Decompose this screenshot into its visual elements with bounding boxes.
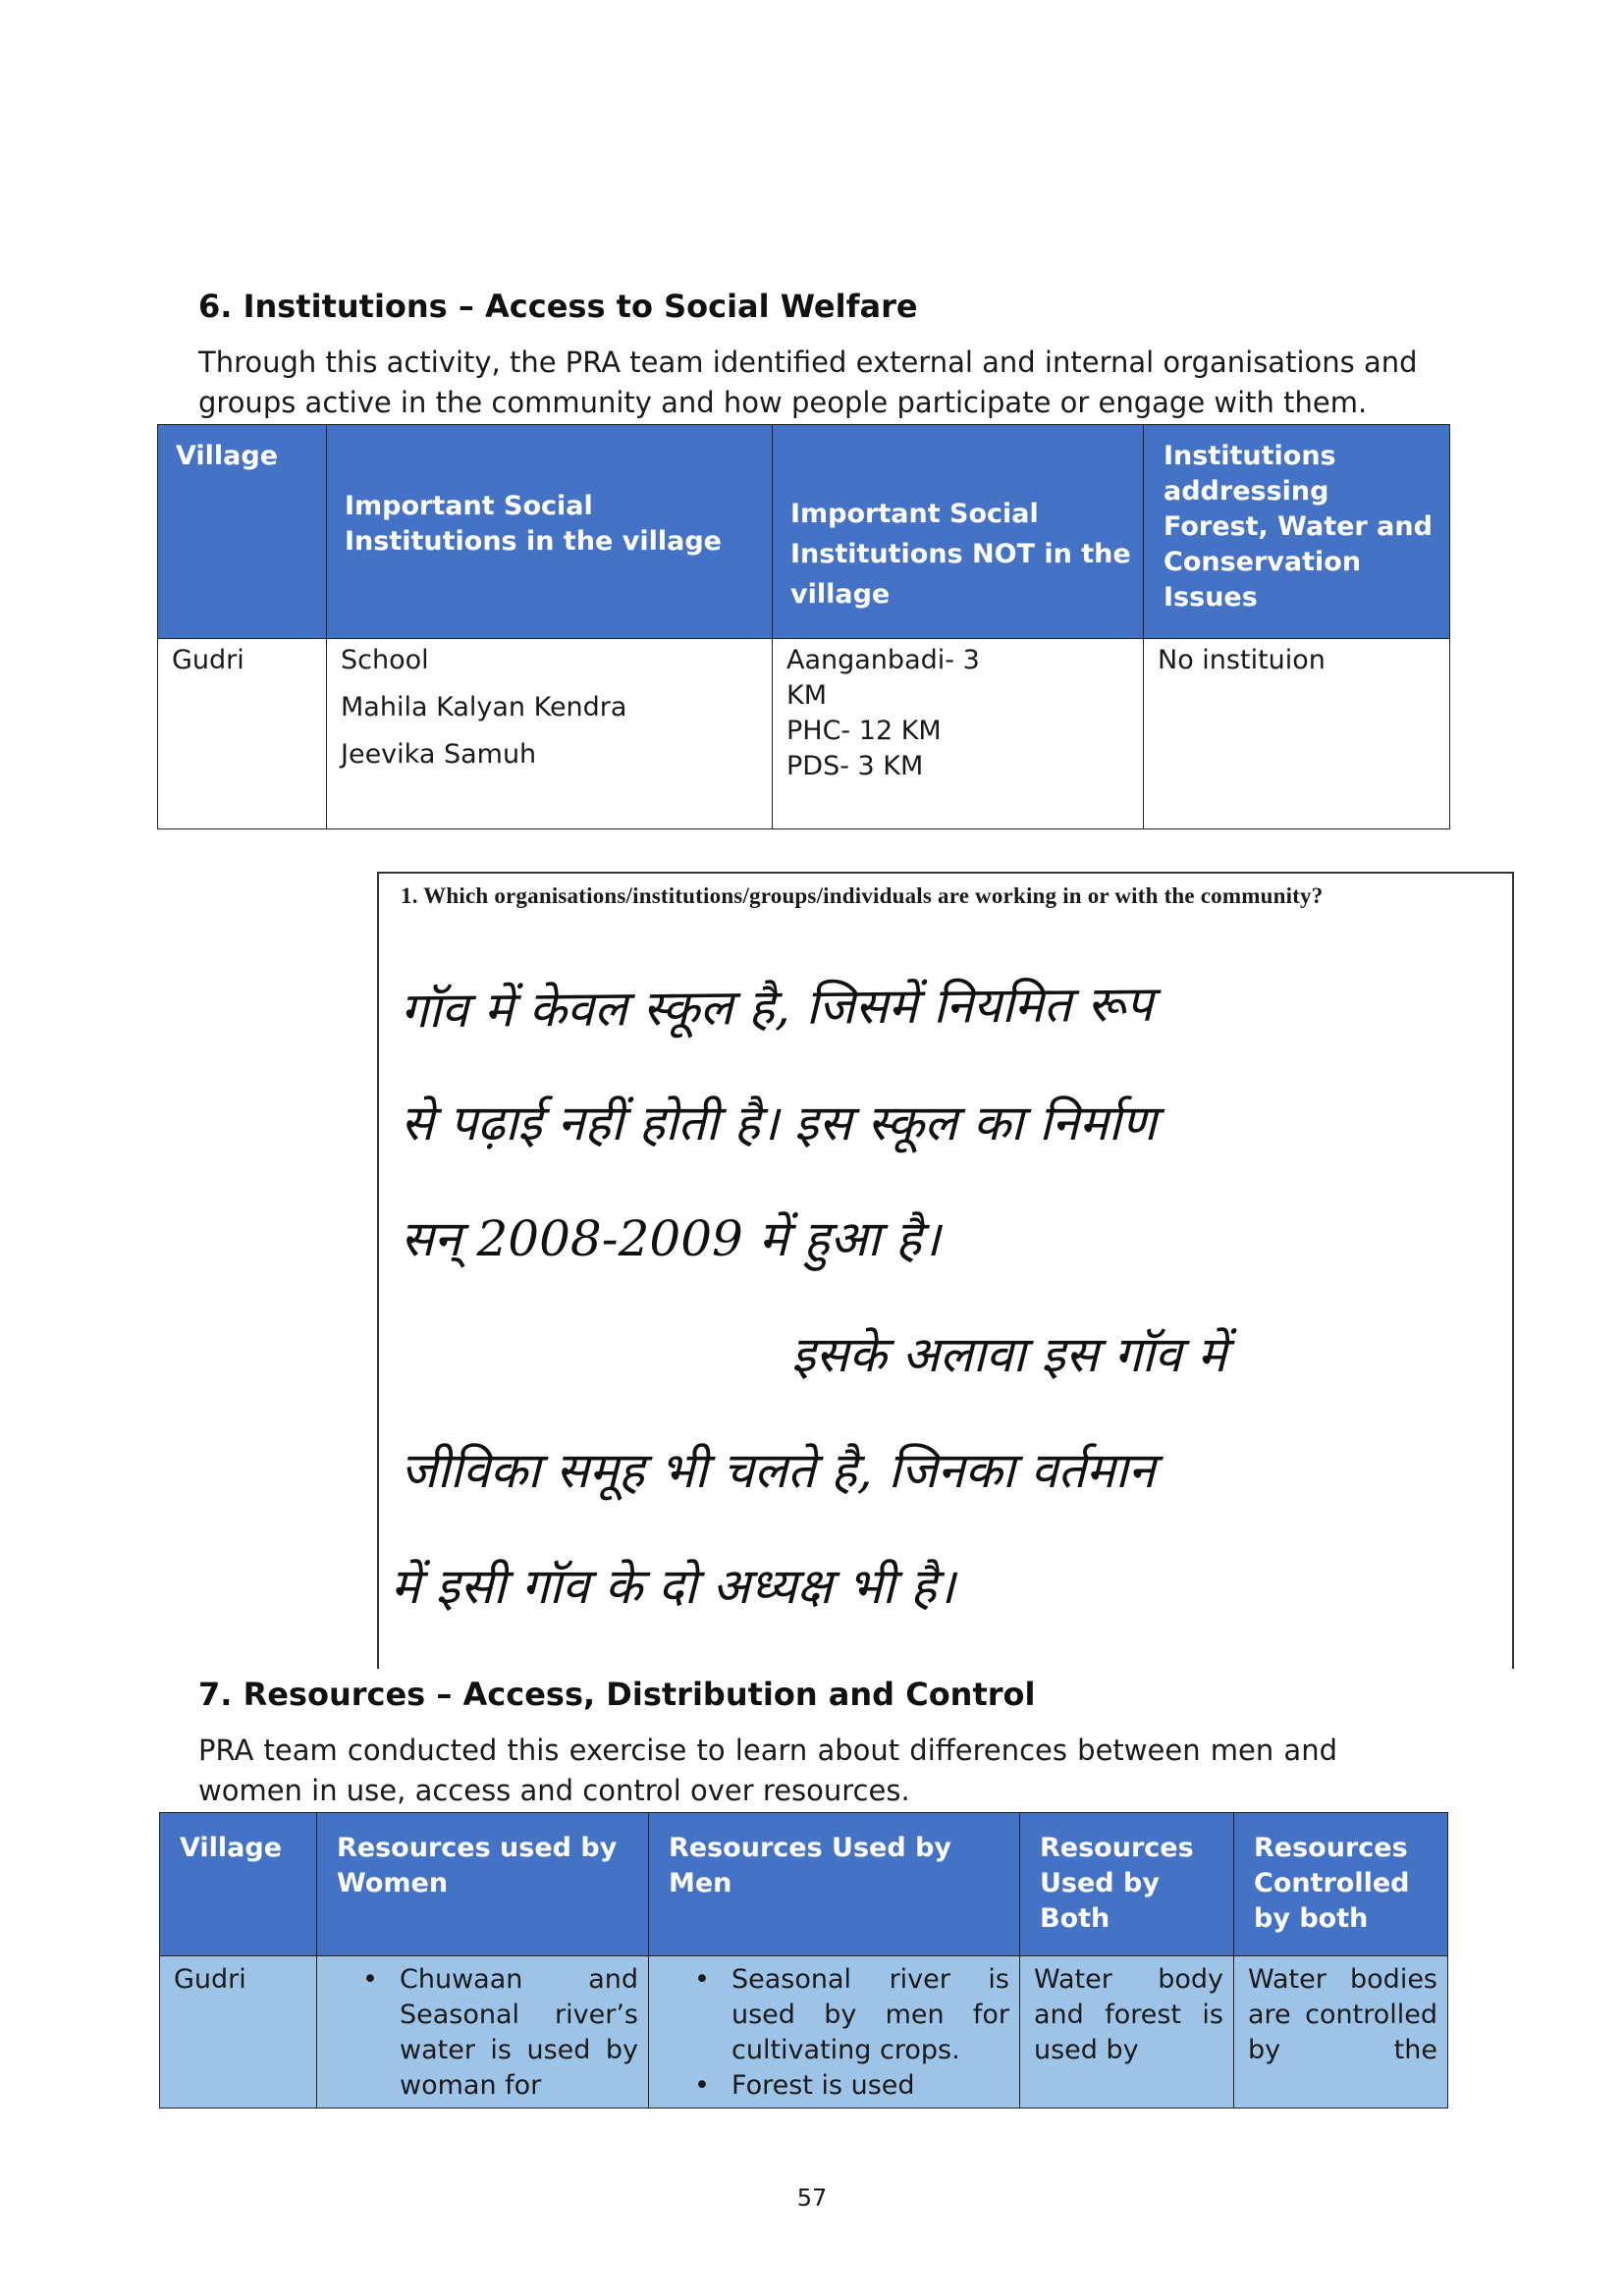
bullet-icon: •	[362, 1964, 378, 1995]
handwriting-line-2: से पढ़ाई नहीं होती है। इस स्कूल का निर्माण	[401, 1095, 1157, 1151]
header-controlled: Resources Controlled by both	[1234, 1813, 1448, 1956]
handwriting-line-4: इसके अलावा इस गॉव में	[791, 1326, 1227, 1383]
page-number: 57	[796, 2184, 828, 2212]
header-not-in-village: Important Social Institutions NOT in the village	[773, 425, 1144, 639]
cell-men	[649, 1956, 1020, 2109]
section-7-intro	[198, 1731, 1337, 1811]
list-item: • Chuwaan and Seasonal river’s water is used by woman for	[331, 1962, 638, 2104]
header-village: Village	[158, 425, 327, 639]
resources-table-header	[160, 1813, 1448, 1956]
cell-both: Water body and forest is used by	[1020, 1956, 1234, 2109]
bullet-icon: •	[694, 2070, 710, 2101]
cell-village: Gudri	[158, 639, 327, 829]
list-item: • Seasonal river is used by men for cultivating crops.	[663, 1962, 1009, 2068]
header-in-village: Important Social Institutions in the village	[327, 425, 773, 639]
list-item: School	[341, 645, 429, 675]
cell-in-village	[327, 639, 773, 829]
list-item: Jeevika Samuh	[341, 739, 537, 770]
bullet-icon: •	[694, 1964, 710, 1995]
section-7-intro-line-1: PRA team conducted this exercise to learn about differences between men and	[198, 1734, 1337, 1767]
list-item: PHC- 12 KM	[786, 716, 942, 746]
table-row	[158, 639, 1450, 829]
handwriting-line-3: सन् 2008-2009 में हुआ है।	[401, 1210, 941, 1267]
list-item: Mahila Kalyan Kendra	[341, 692, 627, 722]
institutions-table	[157, 424, 1450, 829]
cell-not-in-village	[773, 639, 1144, 829]
section-7-intro-line-2: women in use, access and control over resources.	[198, 1774, 910, 1807]
section-6-intro-line-1: Through this activity, the PRA team identified external and internal organisations and	[198, 346, 1418, 379]
header-women: Resources used by Women	[317, 1813, 649, 1956]
list-item: PDS- 3 KM	[786, 751, 924, 781]
section-6-intro-line-2: groups active in the community and how people participate or engage with them.	[198, 386, 1368, 419]
scan-question: 1. Which organisations/institutions/groups/individuals are working in or with the community?	[401, 883, 1324, 908]
cell-conservation: No instituion	[1144, 639, 1450, 829]
section-6-heading: 6. Institutions – Access to Social Welfare	[198, 288, 918, 325]
institutions-table-header	[158, 425, 1450, 639]
table-row	[160, 1956, 1448, 2109]
resources-table	[159, 1812, 1448, 2109]
handwriting-line-6: में इसी गॉव के दो अध्यक्ष भी है।	[391, 1558, 955, 1615]
scanned-questionnaire	[377, 872, 1514, 1669]
cell-controlled: Water bodies are controlled by the	[1234, 1956, 1448, 2109]
header-conservation: Institutions addressing Forest, Water and Conservation Issues	[1144, 425, 1450, 639]
list-item: • Forest is used	[663, 2068, 1009, 2104]
handwriting-line-1: गॉव में केवल स्कूल है, जिसमें नियमित रूप	[400, 975, 1154, 1040]
list-item: Aanganbadi- 3 KM	[786, 645, 980, 711]
section-7-heading: 7. Resources – Access, Distribution and Control	[198, 1676, 1036, 1713]
header-village: Village	[160, 1813, 317, 1956]
cell-women	[317, 1956, 649, 2109]
cell-village: Gudri	[160, 1956, 317, 2109]
header-both: Resources Used by Both	[1020, 1813, 1234, 1956]
header-men: Resources Used by Men	[649, 1813, 1020, 1956]
handwriting-line-5: जीविका समूह भी चलते है, जिनका वर्तमान	[401, 1442, 1156, 1499]
section-6-intro	[198, 343, 1455, 423]
